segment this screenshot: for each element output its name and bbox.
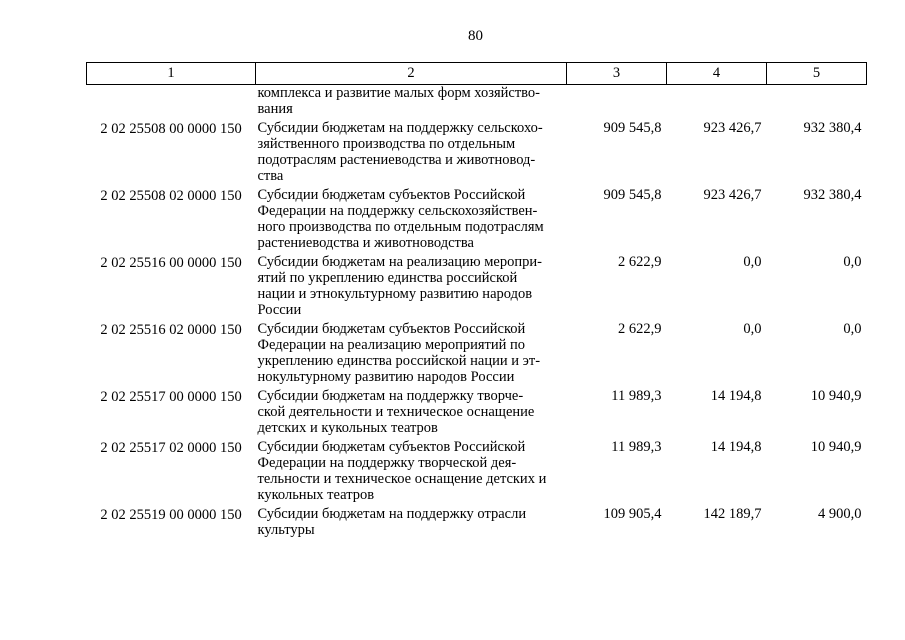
name-line: Федерации на поддержку сельскохозяйствен- [257, 203, 538, 219]
item-name-cell [256, 254, 567, 321]
name-line: кукольных театров [257, 487, 375, 503]
header-col-3: 3 [567, 63, 667, 85]
name-line: нокультурному развитию народов России [257, 369, 515, 385]
name-line: Субсидии бюджетам на поддержку творче- [257, 388, 524, 404]
amount-year-2-cell: 0,0 [743, 254, 762, 270]
continuation-code-cell [87, 85, 256, 121]
continuation-empty-cell [667, 85, 767, 121]
name-line: тельности и техническое оснащение детских и [257, 471, 547, 487]
amount-year-2-cell: 14 194,8 [710, 439, 762, 455]
amount-year-3-cell: 0,0 [843, 254, 862, 270]
name-line: нации и этнокультурному развитию народов [257, 286, 533, 302]
item-name-cell [256, 120, 567, 187]
amount-year-3-cell: 932 380,4 [803, 187, 862, 203]
header-col-1: 1 [87, 63, 256, 85]
budget-code-cell: 2 02 25516 00 0000 150 [100, 255, 242, 271]
table-row [87, 120, 867, 187]
name-line: ства [257, 168, 284, 184]
budget-code-cell: 2 02 25517 00 0000 150 [100, 389, 242, 405]
amount-year-3-cell: 10 940,9 [810, 439, 862, 455]
table-row [87, 388, 867, 439]
item-name-cell [256, 388, 567, 439]
table-row [87, 439, 867, 506]
name-line: комплекса и развитие малых форм хозяйство- [257, 85, 540, 101]
amount-year-2-cell: 923 426,7 [703, 187, 762, 203]
table-body [87, 85, 867, 542]
name-line: подотраслям растениеводства и животновод- [257, 152, 536, 168]
amount-year-3-cell: 0,0 [843, 321, 862, 337]
continuation-empty-cell [767, 85, 867, 121]
budget-code-cell: 2 02 25508 02 0000 150 [100, 188, 242, 204]
header-col-5: 5 [767, 63, 867, 85]
table-row [87, 254, 867, 321]
name-line: ятий по укреплению единства российской [257, 270, 518, 286]
table-header [87, 63, 867, 85]
amount-year-3-cell: 4 900,0 [818, 506, 862, 522]
budget-table [86, 62, 867, 541]
amount-year-1-cell: 109 905,4 [603, 506, 662, 522]
amount-year-2-cell: 14 194,8 [710, 388, 762, 404]
amount-year-3-cell: 932 380,4 [803, 120, 862, 136]
item-name-cell [256, 321, 567, 388]
name-line: Субсидии бюджетам субъектов Российской [257, 187, 526, 203]
name-line: ного производства по отдельным подотраслям [257, 219, 544, 235]
amount-year-1-cell: 2 622,9 [618, 321, 662, 337]
amount-year-1-cell: 11 989,3 [611, 439, 662, 455]
item-name-cell [256, 506, 567, 541]
header-col-2: 2 [256, 63, 567, 85]
amount-year-1-cell: 909 545,8 [603, 120, 662, 136]
budget-code-cell: 2 02 25519 00 0000 150 [100, 507, 242, 523]
budget-code-cell: 2 02 25508 00 0000 150 [100, 121, 242, 137]
name-line: Субсидии бюджетам на реализацию меропри- [257, 254, 542, 270]
name-line: растениеводства и животноводства [257, 235, 474, 251]
header-row [87, 63, 867, 85]
amount-year-1-cell: 11 989,3 [611, 388, 662, 404]
name-line: Федерации на поддержку творческой дея- [257, 455, 517, 471]
item-name-cell [256, 439, 567, 506]
item-name-cell [256, 187, 567, 254]
name-line: вания [257, 101, 293, 117]
name-line: России [257, 302, 302, 318]
name-line: Субсидии бюджетам субъектов Российской [257, 321, 526, 337]
name-line: ской деятельности и техническое оснащение [257, 404, 535, 420]
table-row [87, 187, 867, 254]
amount-year-2-cell: 142 189,7 [703, 506, 762, 522]
name-line: Субсидии бюджетам субъектов Российской [257, 439, 526, 455]
amount-year-2-cell: 0,0 [743, 321, 762, 337]
name-line: Субсидии бюджетам на поддержку отрасли [257, 506, 527, 522]
name-line: культуры [257, 522, 315, 538]
amount-year-1-cell: 909 545,8 [603, 187, 662, 203]
budget-code-cell: 2 02 25516 02 0000 150 [100, 322, 242, 338]
name-line: зяйственного производства по отдельным [257, 136, 516, 152]
table-row [87, 321, 867, 388]
name-line: детских и кукольных театров [257, 420, 438, 436]
name-line: Субсидии бюджетам на поддержку сельскохо- [257, 120, 543, 136]
name-line: укреплению единства российской нации и эт- [257, 353, 541, 369]
page-number: 80 [468, 28, 483, 44]
continuation-name-cell [256, 85, 567, 121]
budget-code-cell: 2 02 25517 02 0000 150 [100, 440, 242, 456]
header-col-4: 4 [667, 63, 767, 85]
table-row [87, 506, 867, 541]
name-line: Федерации на реализацию мероприятий по [257, 337, 526, 353]
amount-year-1-cell: 2 622,9 [618, 254, 662, 270]
amount-year-2-cell: 923 426,7 [703, 120, 762, 136]
continuation-row [87, 85, 867, 121]
amount-year-3-cell: 10 940,9 [810, 388, 862, 404]
continuation-empty-cell [567, 85, 667, 121]
